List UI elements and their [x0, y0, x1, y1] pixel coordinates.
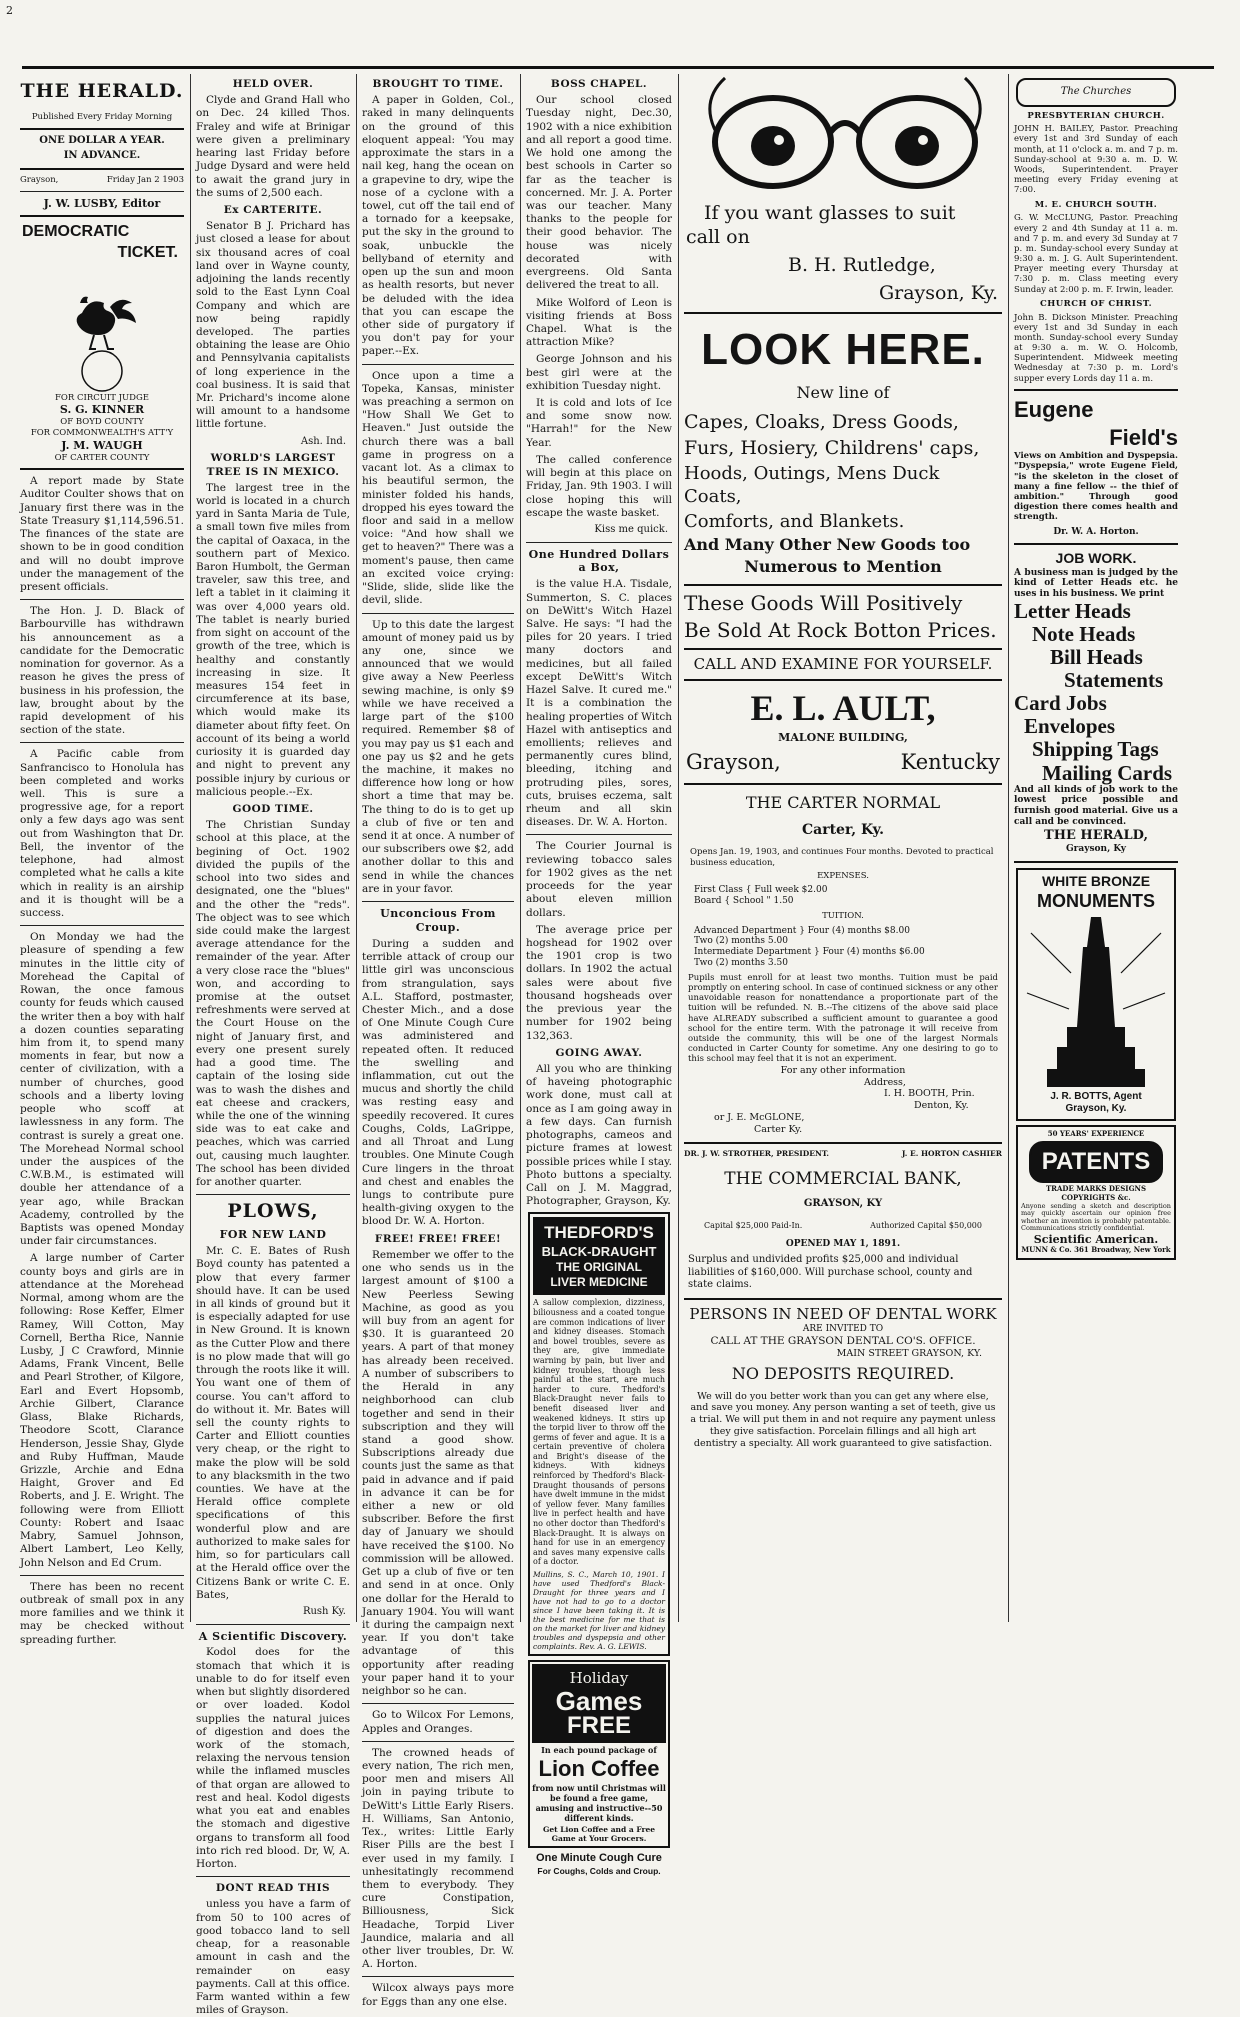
article-heading: One Hundred Dollars a Box,: [528, 547, 670, 575]
merchant-building: MALONE BUILDING,: [778, 731, 908, 745]
article-paragraph: The Hon. J. D. Black of Barbourville has withdrawn his announcement as a candidate for the Democratic nomination for governor. As a reason he gives the press of business in his profession, the law, brought about by the rapid development of his section of the state.: [20, 605, 184, 737]
job-item: Letter Heads: [1014, 598, 1131, 623]
bank-officers: [684, 1149, 1002, 1158]
job-item: Envelopes: [1024, 714, 1116, 739]
column-1: [20, 74, 184, 1646]
ticket-office-1: FOR CIRCUIT JUDGE: [54, 392, 149, 403]
article-paragraph: During a sudden and terrible attack of croup our little girl was unconscious from strangulation, says A.L. Stafford, postmaster, Chester Mich., and a dose of One Minute Cough Cure was administered and repeated often. It reduced the swelling and inflammation, cut out the mucus and shortly the child was resting easy and speedily recovered. It cures Coughs, Colds, LaGrippe, and all Throat and Lung troubles. One Minute Cough Cure lingers in the throat and chest and enables the lungs to contribute pure health-giving oxygen to the blood Dr. W. A. Horton.: [362, 937, 514, 1228]
article-heading: Ex CARTERITE.: [223, 203, 323, 216]
monument-obelisk-icon: [1021, 913, 1171, 1091]
monuments-advertisement: [1016, 868, 1176, 1121]
ticket-title-2: TICKET.: [117, 243, 178, 261]
divider: [684, 312, 1002, 314]
look-here-heading: LOOK HERE.: [701, 324, 985, 374]
merchant-location: [686, 749, 1000, 775]
job-item: Statements: [1064, 668, 1164, 693]
eugene-signature: Dr. W. A. Horton.: [1053, 526, 1139, 537]
divider: [684, 584, 1002, 586]
column-6: [1014, 74, 1178, 1622]
normal-mcglone: or J. E. McGLONE,: [714, 1112, 805, 1124]
job-item: Note Heads: [1032, 622, 1136, 647]
dental-street: MAIN STREET GRAYSON, KY.: [836, 1348, 982, 1360]
article-paragraph: A Pacific cable from Sanfrancisco to Honolula has been completed and works well. This is sure a progressive age, for a report only a few days ago was sent out from Washington that Dr. Bell, the inventor of the telephone, had almost completed what he calls a kite which in reality is an airship and it is thought will be a success.: [20, 748, 184, 920]
masthead-editor: J. W. LUSBY, Editor: [43, 196, 161, 210]
patents-years: 50 YEARS' EXPERIENCE: [1047, 1129, 1145, 1139]
article-paragraph: is the value H.A. Tisdale, Summerton, S. C. places on DeWitt's Witch Hazel Salve. He says: "I had the piles for 20 years. I tried many doctors and medicines, but all failed except DeWitt's Witch Hazel Salve. It cured me." It is a combination the healing properties of Witch Hazel with antiseptics and emollients; relieves and permanently cures blind, bleeding, itching and protruding piles, sores, cuts, bruises eczema, salt rheum and all skin diseases. Dr. W. A. Horton.: [526, 578, 672, 829]
job-item: Mailing Cards: [1042, 760, 1173, 785]
glasses-line-2: call on: [686, 225, 750, 248]
article-heading: DONT READ THIS: [215, 1882, 331, 1895]
bank-cashier: J. E. HORTON CASHIER: [901, 1149, 1002, 1159]
article-paragraph: The crowned heads of every nation, The rich men, poor men and misers All join in paying tribute to DeWitt's Little Early Risers. H. Williams, San Antonio, Tex., writes: Little Early Riser Pills are the best I ever used in my family. I unhesitatingly recommend them to everybody. They cure Constipation, Billiousness, Sick Headache, Torpid Liver Jaundice, malaria and all other liver troubles, Dr. W. A. Horton.: [362, 1746, 514, 1971]
page-number: 2: [6, 4, 13, 17]
divider: [20, 599, 184, 600]
normal-expenses: EXPENSES.: [817, 870, 869, 881]
thedford-testimonial: Mullins, S. C., March 10, 1901. I have used Thedford's Black-Draught for three years and I have not had to go to a doctor since I have been taking it. It is the best medicine for me that is on the market for liver and kidney troubles and dyspepsia and other complaints. Rev. A. G. LEWIS.: [533, 1570, 665, 1651]
ticket-name-2: J. M. WAUGH: [61, 438, 143, 452]
divider: [196, 1624, 350, 1625]
article-signature: Ash. Ind.: [300, 435, 346, 447]
normal-place: Carter, Ky.: [801, 821, 884, 838]
divider: [20, 128, 184, 130]
normal-principal: I. H. BOOTH, Prin.: [884, 1088, 975, 1100]
column-3: [362, 74, 514, 2008]
normal-principal-place: Denton, Ky.: [914, 1100, 969, 1112]
normal-tuition-table: [694, 926, 1002, 969]
divider: [684, 783, 1002, 785]
monuments-line-1: WHITE BRONZE: [1041, 872, 1151, 889]
bank-authorized: Authorized Capital $50,000: [870, 1220, 982, 1230]
church-text: JOHN H. BAILEY, Pastor. Preaching every 1st and 3rd Sunday of each month, at 11 o'clock a. m. and 7 p. m. Sunday-school at 9:30 a. m. D. W. Woods, Superintendent. Prayer meeting every Friday evening at 7:00.: [1014, 124, 1178, 196]
ticket-name-1: S. G. KINNER: [59, 403, 145, 417]
goods-line: Furs, Hosiery, Childrens' caps,: [684, 437, 980, 460]
patents-scientific-american: Scientific American.: [1033, 1232, 1159, 1246]
article-paragraph: Once upon a time a Topeka, Kansas, minister was preaching a sermon on "How Shall We Get to Heaven." Just outside the church there was a ball game in progress on a vacant lot. As a climax to his beautiful sermon, the minister folded his hands, dropped his eyes toward the floor and said in a mellow voice: "And how shall we get to heaven?" There was a moment's pause, then came an excited voice crying: "Slide, slide, slide like the devil, slide.: [362, 369, 514, 607]
column-4: [526, 74, 672, 1876]
divider: [20, 925, 184, 926]
church-heading: CHURCH OF CHRIST.: [1039, 298, 1153, 309]
normal-address-label: Address,: [864, 1076, 906, 1088]
divider: [526, 542, 672, 543]
job-item: Shipping Tags: [1032, 737, 1159, 762]
thedford-text: A sallow complexion, dizziness, biliousness and a coated tongue are common indications of liver and kidney diseases. Stomach and bowel troubles, severe as they are, give immediate warning by pain, but liver and kidney troubles, though less painful at the start, are much harder to cure. Thedford's Black-Draught never fails to benefit diseased liver and weakened kidneys. It stirs up the torpid liver to throw off the germs of fever and ague. It is a certain preventive of cholera and Bright's disease of the kidneys. With kidneys reinforced by Thedford's Black-Draught thousands of persons have dwelt immune in the midst of yellow fever. Many families live in perfect health and have no other doctor than Thedford's Black-Draught. It is always on hand for use in an emergency and saves many expensive calls of a doctor.: [533, 1298, 665, 1567]
ticket-office-2: FOR COMMONWEALTH'S ATT'Y: [30, 427, 174, 438]
divider: [20, 742, 184, 743]
normal-notes: Pupils must enroll for at least two months. Tuition must be paid promptly on entering school. In case of continued sickness or any other unavoidable reason for nonattendance a proportionate part of the tuition will be refunded. N. B.--The citizens of the above said place have ALREADY subscribed a sufficient amount to guarantee a good school for the entire term. With the patronage it will receive from outside the community, this will be one of the largest Normals conducted in Carter County for sometime. Any one desiring to go to this school may feel that it is not an experiment.: [688, 972, 998, 1065]
dental-invited: ARE INVITED TO: [802, 1323, 884, 1334]
one-minute-title: One Minute Cough Cure: [536, 1851, 662, 1864]
article-paragraph: A large number of Carter county boys and girls are in attendance at the Morehead Normal, among whom are the following: Rose Keffer, Elmer Ramey, Will Cotton, May Cornell, Bertha Rice, Nannie Lusby, J C Crawford, Minnie Adams, Frank Vincent, Belle and Pearl Strother, of Kilgore, Earl and Evert Hopsomb, Archie Gilbert, Clarance Glass, Blake Richards, Theodore Scott, Clarance Henderson, Jessie Shay, Glyde and Ruby Huffman, Maude Grizzle, Archie and Edna Haight, Grover and Ed Roberts, and J. E. Wright. The following were from Elliott County: Robert and Isaac Mabry, Samuel Johnson, Albert Lambert, Leo Kelly, John Nelson and Ed Crum.: [20, 1252, 184, 1569]
column-5: [684, 74, 1002, 1622]
goods-line: And Many Other New Goods too: [684, 535, 971, 555]
article-paragraph: Clyde and Grand Hall who on Dec. 24 killed Thos. Fraley and wife at Brinigar were given a preliminary hearing last Friday before Judge Dysard and were held to await the grand jury in the sums of 2,500 each.: [196, 94, 350, 199]
article-paragraph: The largest tree in the world is located in a church yard in Santa Maria de Tule, a small town five miles from the capital of Oaxaca, in the southern part of Mexico. Baron Humbolt, the German traveler, saw this tree, and left a tablet in it claiming it was over 4,000 years old. The tablet is nearly buried from sight on account of the growth of the tree, which is healthy and constantly increasing in size. It measures 154 feet in circumference at its base, which would make its diameter about fifty feet. On account of its being a world curiosity it is guarded day and night to prevent any possible injury by curious or malicious people.--Ex.: [196, 481, 350, 798]
normal-mcglone-place: Carter Ky.: [754, 1124, 803, 1136]
bank-capital: Capital $25,000 Paid-In.: [704, 1220, 803, 1230]
divider: [362, 1741, 514, 1742]
article-paragraph: Remember we offer to the one who sends us in the largest amount of $100 a New Peerless Sewing Machine, as good as you will buy from an agent for $30. It is guaranteed 20 years. A part of that money has already been received. A number of subscribers to the Herald in any neighborhood can club together and send in their subscription and they will stand a good show. Subscriptions already due counts just the same as that paid in advance and if paid in advance it can be for either a new or old subscriber. Before the first day of January we should have received the $100. No commission will be allowed. Get up a club of five or ten and send in at once. Only one dollar for the Herald to January 1904. You will want it during the campaign next year. If you don't take advantage of this opportunity after reading your paper hand it to your neighbor so he can.: [362, 1248, 514, 1698]
bank-capital-row: [704, 1221, 982, 1231]
dental-title: PERSONS IN NEED OF DENTAL WORK: [689, 1304, 997, 1323]
masthead-title: THE HERALD.: [20, 80, 184, 102]
article-paragraph: The called conference will begin at this place on Friday, Jan. 9th 1903. I will close hoping this will escape the waste basket.: [526, 453, 672, 519]
tuition-row: Two (2) months 3.50: [694, 958, 788, 969]
church-text: G. W. McCLUNG, Pastor. Preaching every 2 and 4th Sunday at 11 a. m. and 7 p. m. and every 3d Sunday at 7 p. m. Sunday-school every Sunday at 9:30 a. m. J. G. Ault Superintendent. Prayer meeting every Thursday at 7:30 p. m. Class meeting every Sunday at 2:00 p. m. F. Irwin, leader.: [1014, 213, 1178, 295]
divider: [20, 215, 184, 217]
divider: [20, 468, 184, 470]
divider: [362, 901, 514, 902]
article-paragraph: Mike Wolford of Leon is visiting friends at Boss Chapel. What is the attraction Mike?: [526, 296, 672, 349]
article-paragraph: A paper in Golden, Col., raked in many delinquents on the ground of this eloquent appeal: 'You may approximate the stars in a nail keg, hang the ocean on a grapevine to dry, wipe the nose of a cyclone with a towel, cut off the tail end of a tornado for a keepsake, put the sky in the ground to soak, unbuckle the bellyband of eternity and open up the sun and moon as health resorts, but never be deluded with the idea that you can escape the other side of purgatory if you don't pay for your paper.--Ex.: [362, 94, 514, 358]
divider: [1014, 389, 1178, 391]
lion-text: from now until Christmas will be found a free game, amusing and instructive--50 different kinds.: [532, 1782, 666, 1823]
newspaper-page: [6, 4, 1222, 2017]
article-paragraph: Kodol does for the stomach that which it is unable to do for itself even when but slightly disordered or over loaded. Kodol supplies the natural juices of digestion and does the work of the stomach, relaxing the nervous tension while the inflamed muscles of that organ are allowed to rest and heal. Kodol digests what you eat and enables the stomach and digestive organs to transform all food into rich red blood. Dr, W, A. Horton.: [196, 1646, 350, 1870]
article-paragraph: Go to Wilcox For Lemons, Apples and Oranges.: [362, 1709, 514, 1735]
look-here-subtitle: New line of: [796, 383, 890, 403]
goods-line: Numerous to Mention: [744, 557, 942, 577]
divider: [684, 1298, 1002, 1300]
divider: [526, 834, 672, 835]
sold-line-2: Be Sold At Rock Botton Prices.: [684, 617, 997, 642]
expense-row: Board { School " 1.50: [694, 896, 794, 907]
job-work-intro: A business man is judged by the kind of Letter Heads etc. he uses in his business. We print: [1014, 567, 1178, 600]
glasses-place: Grayson, Ky.: [878, 281, 998, 304]
lion-banner: [532, 1664, 666, 1743]
job-item: Card Jobs: [1014, 691, 1107, 716]
article-paragraph: There has been no recent outbreak of small pox in any more families and we think it may be checked without spreading further.: [20, 1580, 184, 1646]
thedford-banner: [533, 1217, 665, 1295]
goods-line: Hoods, Outings, Mens Duck Coats,: [684, 463, 940, 507]
job-work-outro: And all kinds of job work to the lowest price possible and furnish good material. Give us a call and be convinced.: [1014, 784, 1178, 828]
job-work-paper: THE HERALD,: [1044, 827, 1148, 843]
divider: [1014, 543, 1178, 545]
article-paragraph: Our school closed Tuesday night, Dec.30, 1902 with a nice exhibition and all report a good time. We hold one among the best schools in Carter so far as the teacher is concerned. Mr. J. A. Porter was our teacher. Many thanks to the people for their good behavior. The house was nicely decorated with evergreens. Old Santa delivered the treat to all.: [526, 94, 672, 292]
article-paragraph: The Christian Sunday school at this place, at the begining of Oct. 1902 divided the pupils of the school into two sides and designated, one the "blues" and the other the "reds". The object was to see which side could make the largest average attendance for the remainder of the year. After a very close race the "blues" won, and according to promise at the outset refreshments were served at the Court House on the night of January first, and every one present surely had a good time. The captain of the losing side was to wash the dishes and eat cheese and crackers, while the one of the winning side was to eat cake and peaches, which was carried out, causing much laughter. The school has been divided for another quarter.: [196, 819, 350, 1189]
lion-footer: Get Lion Coffee and a Free Game at Your Grocers.: [542, 1825, 656, 1844]
divider: [684, 648, 1002, 650]
lion-games: Games: [555, 1685, 643, 1716]
bank-opened: OPENED MAY 1, 1891.: [785, 1238, 901, 1249]
article-paragraph: All you who are thinking of haveing photographic work done, must call at once as I am going away in a few days. Can furnish photographs, cameos and picture frames at lowest possible prices while I stay. Photo buttons a specialty. Call on J. M. Maggrad, Photographer, Grayson, Ky.: [526, 1062, 672, 1208]
normal-opens: Opens Jan. 19, 1903, and continues Four months. Devoted to practical business education,: [690, 847, 994, 868]
eugene-text: Views on Ambition and Dyspepsia. "Dyspepsia," wrote Eugene Field, "is the skeleton in the closet of many a fine fellow -- the thief of ambition." Through good digestion there comes health and strength.: [1014, 451, 1178, 523]
ticket-county-1: OF BOYD COUNTY: [60, 417, 144, 428]
article-paragraph: George Johnson and his best girl were at the exhibition Tuesday night.: [526, 353, 672, 392]
article-paragraph: Wilcox always pays more for Eggs than any one else.: [362, 1982, 514, 2008]
tuition-row: Advanced Department } Four (4) months $8.00: [694, 925, 910, 936]
divider: [362, 364, 514, 365]
expense-row: First Class { Full week $2.00: [694, 885, 828, 896]
eugene-name-1: Eugene: [1014, 396, 1094, 422]
sold-line-1: These Goods Will Positively: [684, 590, 963, 615]
thedford-name: THEDFORD'S: [544, 1223, 654, 1243]
job-item: Bill Heads: [1050, 645, 1143, 670]
article-paragraph: Up to this date the largest amount of money paid us by any one, since we announced that we would give away a New Peerless sewing machine, is only $9 while we have received a large part of the $100 required. Remember $8 of you may pay us $1 each and one pay us $2 and he gets the machine, it makes no difference how long or how short a time that may be. The thing to do is to get up a club of five or ten and send it at once. A number of our subscribers owe $2, add another dollar to this and send in while the chances are in your favor.: [362, 618, 514, 895]
divider: [1014, 861, 1178, 863]
eugene-name-2: Field's: [1109, 424, 1178, 450]
lion-in-package: In each pound package of: [541, 1744, 657, 1755]
patents-advertisement: [1016, 1125, 1176, 1260]
monuments-line-2: MONUMENTS: [1037, 891, 1155, 912]
ticket-title-1: DEMOCRATIC: [22, 223, 130, 241]
divider: [684, 679, 1002, 681]
lion-coffee-advertisement: [528, 1660, 670, 1848]
merchant-town: Grayson,: [686, 750, 781, 775]
bank-president: DR. J. W. STROTHER, PRESIDENT.: [684, 1149, 830, 1159]
church-text: John B. Dickson Minister. Preaching every 1st and 3d Sunday in each month. Sunday-school every Sunday at 9:30 a. m. W. O. Holcomb, Superintendent. Midweek meeting Wednesday at 7:30 p. m. Lord's supper every Lords day 11 a. m.: [1014, 312, 1178, 384]
one-minute-text: For Coughs, Colds and Croup.: [537, 1865, 661, 1876]
merchant-state: Kentucky: [900, 750, 1000, 775]
goods-line: Capes, Cloaks, Dress Goods,: [684, 411, 959, 434]
church-heading: PRESBYTERIAN CHURCH.: [1027, 110, 1165, 121]
lion-holiday: Holiday: [569, 1669, 629, 1687]
divider: [362, 1976, 514, 1977]
tuition-row: Intermediate Department } Four (4) months $6.00: [694, 947, 925, 958]
column-2: [196, 74, 350, 2017]
article-paragraph: Senator B J. Prichard has just closed a lease for about six thousand acres of coal land over in Wayne county, adjoining the lands recently sold to the East Lynn Coal Company and which are now being rapidly developed. The parties obtaining the lease are Ohio and Pennsylvania capitalists of long experience in the coal business. It is said that Mr. Prichard's income alone will amount to a handsome little fortune.: [196, 220, 350, 431]
bank-name: THE COMMERCIAL BANK,: [724, 1168, 962, 1189]
plows-heading: PLOWS,: [227, 1200, 319, 1223]
thedford-advertisement: [528, 1212, 670, 1656]
thedford-product: BLACK-DRAUGHT: [541, 1243, 657, 1259]
merchant-name: E. L. AULT,: [750, 687, 936, 728]
bank-surplus: Surplus and undivided profits $25,000 and individual liabilities of $160,000. Will purchase school, county and state claims.: [688, 1254, 973, 1291]
plows-subheading: FOR NEW LAND: [219, 1228, 327, 1242]
call-examine: CALL AND EXAMINE FOR YOURSELF.: [693, 654, 993, 673]
job-work-place: Grayson, Ky: [1065, 844, 1127, 855]
job-work-title: JOB WORK.: [1055, 549, 1137, 566]
article-paragraph: On Monday we had the pleasure of spending a few minutes in the little city of Morehead the Capital of Rowan, the once famous county for feuds which caused the writer then a boy with half a dozen counties separating him from it, to spend many moments in fear, but now a center of civilization, with a number of churches, good schools and a liberty loving people who scoff at lawlessness in any form. The contrast is surely a great one. The Morehead Normal school under the auspices of the C.W.B.M., is estimated will double her attendance of a year ago, while Brackan Academy, controlled by the Baptists was opened Monday under fair circumstances.: [20, 931, 184, 1248]
monuments-agent: J. R. BOTTS, Agent: [1050, 1090, 1142, 1102]
masthead-dateline: [20, 175, 184, 186]
article-paragraph: It is cold and lots of Ice and some snow now. "Harrah!" for the New Year.: [526, 397, 672, 449]
column-rule: [520, 74, 521, 1622]
normal-expense-table: [694, 885, 1002, 907]
article-paragraph: unless you have a farm of from 50 to 100 acres of good tobacco land to sell cheap, for a reasonable amount in cash and the remainder on easy payments. Call at this office. Farm wanted within a few miles of Grayson.: [196, 1898, 350, 2017]
ticket-county-2: OF CARTER COUNTY: [54, 452, 150, 463]
dental-text: We will do you better work than you can get any where else, and save you money. Any person wanting a set of teeth, give us a trial. We will put them in and not require any payment unless they give satisfaction. Porcelain fillings and all high art dentistry a specialty. All work guaranteed to give satisfaction.: [690, 1390, 996, 1450]
lion-brand: Lion Coffee: [538, 1755, 660, 1781]
masthead-advance: IN ADVANCE.: [63, 150, 141, 162]
article-paragraph: Mr. C. E. Bates of Rush Boyd county has patented a plow that every farmer should have. It can be used in all kinds of ground but it is especially adapted for use in New Ground. It is known as the Cutter Plow and there is no plow made that will go through the roots like it will. You want one of them of course. You can't afford to do without it. Mr. Bates will sell the county rights to Carter and Elliott counties very cheap, or the right to make the plow will be sold to any blacksmith in the two counties. We have at the Herald office complete specifications of this wonderful plow and are authorized to make sales for him, so for particulars call at the Herald office over the Citizens Bank or write C. E. Bates,: [196, 1245, 350, 1601]
article-signature: Rush Ky.: [302, 1606, 346, 1618]
article-heading: WORLD'S LARGEST TREE IS IN MEXICO.: [206, 452, 340, 478]
normal-title: THE CARTER NORMAL: [745, 793, 941, 813]
dental-call: CALL AT THE GRAYSON DENTAL CO'S. OFFICE.: [710, 1335, 976, 1348]
eyeglasses-illustration-icon: [693, 74, 993, 194]
glasses-line-1: If you want glasses to suit: [704, 202, 956, 224]
patents-title: PATENTS: [1029, 1141, 1163, 1183]
column-rule: [190, 74, 191, 1622]
divider: [196, 1194, 350, 1195]
divider: [684, 1142, 1002, 1144]
tuition-row: Two (2) months 5.00: [694, 936, 788, 947]
article-paragraph: A report made by State Auditor Coulter shows that on January first there was in the State Treasury $1,114,596.51. The finances of the state are shown to be in good condition and will no doubt improve under the management of the present officials.: [20, 475, 184, 593]
masthead-published: Published Every Friday Morning: [31, 111, 173, 122]
patents-text: Anyone sending a sketch and description may quickly ascertain our opinion free whether an invention is probably patentable. Communications strictly confidential.: [1021, 1201, 1171, 1233]
divider: [20, 1575, 184, 1576]
dental-no-deposits: NO DEPOSITS REQUIRED.: [731, 1364, 955, 1384]
divider: [362, 1703, 514, 1704]
thedford-tagline: THE ORIGINAL LIVER MEDICINE: [550, 1260, 648, 1290]
normal-info: For any other information: [780, 1064, 906, 1076]
article-heading: HELD OVER.: [232, 78, 314, 90]
divider: [196, 1876, 350, 1877]
monuments-place: Grayson, Ky.: [1065, 1103, 1127, 1115]
column-rule: [678, 74, 679, 1622]
churches-banner: The Churches: [1016, 78, 1176, 107]
divider: [362, 613, 514, 614]
dateline-date: Friday Jan 2 1903: [106, 174, 184, 185]
normal-tuition: TUITION.: [822, 910, 864, 921]
masthead-price: ONE DOLLAR A YEAR.: [39, 134, 165, 146]
column-rule: [356, 74, 357, 1622]
divider: [20, 168, 184, 170]
patents-marks: TRADE MARKS DESIGNS COPYRIGHTS &c.: [1045, 1184, 1147, 1202]
article-paragraph: The Courier Journal is reviewing tobacco sales for 1902 gives as the net proceeds for the year about eleven million dollars.: [526, 840, 672, 919]
article-signature: Kiss me quick.: [594, 524, 668, 535]
divider: [20, 191, 184, 192]
article-paragraph: The average price per hogshead for 1902 over the 1901 crop is two dollars. In 1902 the actual sales were about five thousand hogsheads over the previous year the number for 1902 being 132,363.: [526, 923, 672, 1042]
article-heading: FREE! FREE! FREE!: [374, 1232, 502, 1245]
goods-line: Comforts, and Blankets.: [684, 510, 905, 532]
article-heading: BROUGHT TO TIME.: [372, 78, 504, 90]
top-rule: [22, 66, 1214, 69]
dateline-place: Grayson,: [20, 174, 59, 185]
article-heading: BOSS CHAPEL.: [550, 78, 648, 90]
article-heading: GOOD TIME.: [232, 802, 314, 815]
bank-place: GRAYSON, KY: [803, 1198, 883, 1210]
article-heading: A Scientific Discovery.: [198, 1629, 348, 1643]
lion-free: FREE: [566, 1711, 631, 1739]
patents-address: MUNN & Co. 361 Broadway, New York: [1021, 1245, 1171, 1255]
glasses-name: B. H. Rutledge,: [788, 253, 936, 276]
column-rule: [1008, 74, 1009, 1622]
rooster-emblem-icon: [20, 263, 184, 393]
church-heading: M. E. CHURCH SOUTH.: [1034, 199, 1158, 210]
article-heading: Unconcious From Croup.: [380, 907, 496, 934]
article-heading: GOING AWAY.: [555, 1046, 643, 1059]
